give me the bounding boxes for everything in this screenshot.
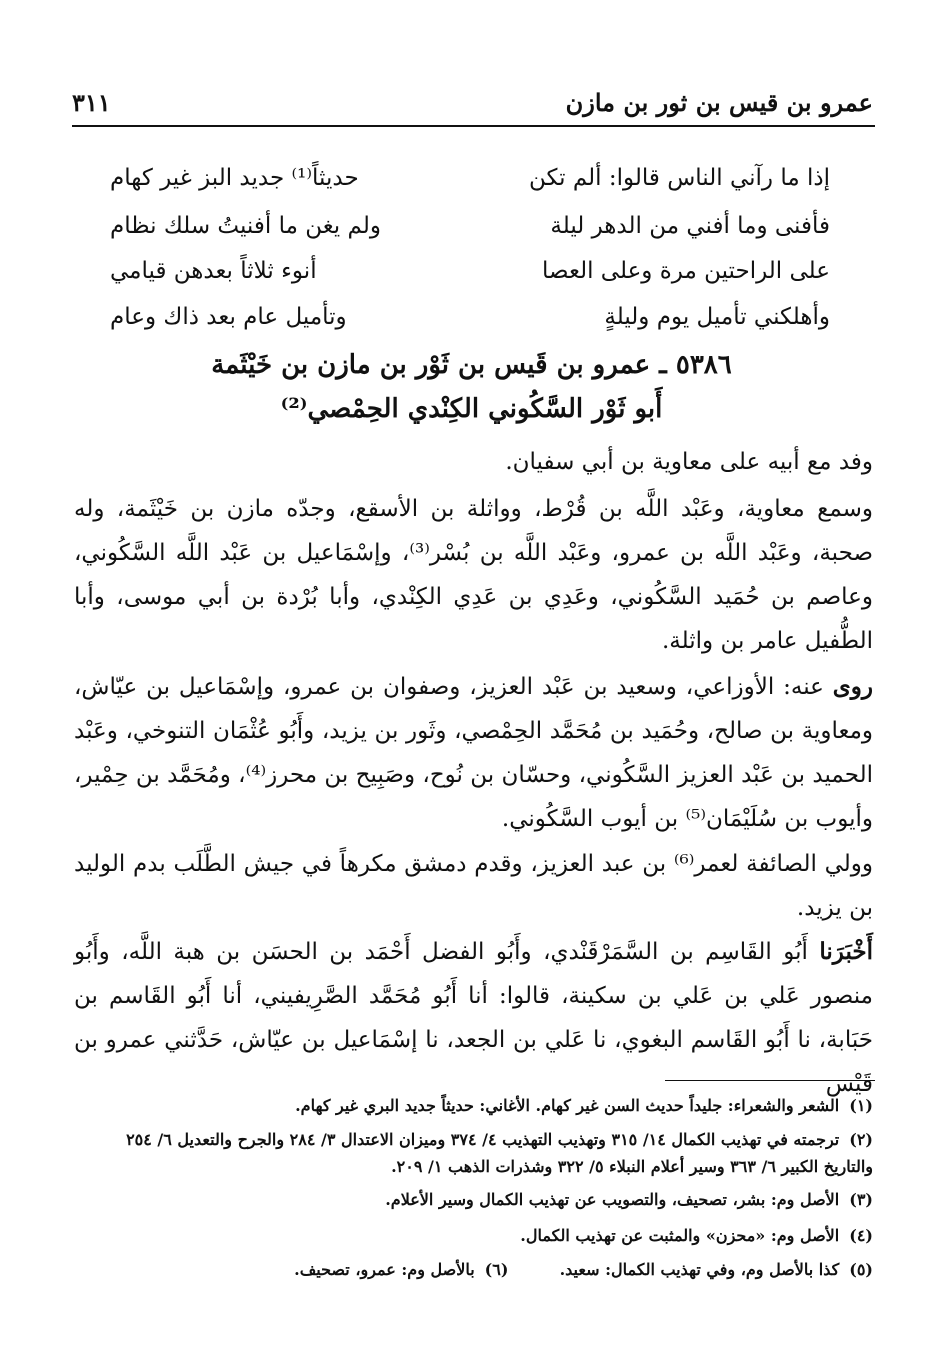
paragraph-text: وسمع معاوية، وعَبْد اللَّه بن قُرْط، وواثلة بن الأسقع، وجدّه مازن بن خَيْثَمة، وله صحبة، وعَبْد اللَّه بن عمرو، وعَبْد اللَّه بن بُسْر⁽³⁾، وإسْمَاعيل بن عَبْد اللَّه السَّكُوني، وعاصم بن حُمَيد السَّكُوني، وعَدِي بن عَدِي الكِنْدي، وأبا بُرْدة بن أبي موسى، وأبا الطُّفيل عامر بن واثلة.	[74, 496, 873, 654]
footnote-number: (٥)	[849, 1260, 873, 1279]
verse-second-hemistich: ولم يغن ما أفنيتُ سلك نظام	[110, 213, 381, 239]
verse-first-hemistich: فأفنى وما أفني من الدهر ليلة	[550, 213, 830, 239]
paragraph	[74, 487, 873, 663]
footnote-rule	[665, 1080, 875, 1081]
footnote-number: (٣)	[849, 1190, 873, 1209]
footnote-text: بالأصل وم: عمرو، تصحيف.	[294, 1260, 475, 1279]
paragraph	[74, 440, 873, 484]
footnote-number: (٤)	[849, 1226, 873, 1245]
footnote-number: (٦)	[484, 1260, 509, 1279]
footnote	[76, 1186, 873, 1213]
paragraph-lead: روى	[832, 673, 873, 700]
verse-line	[110, 155, 830, 201]
footnote-text: كذا بالأصل وم، وفي تهذيب الكمال: سعيد.	[559, 1260, 840, 1279]
entry-heading-line1: ٥٣٨٦ ـ عمرو بن قَيس بن ثَوْر بن مازن بن خَيْثَمة	[211, 350, 732, 380]
footnote	[76, 1092, 873, 1119]
footnote	[76, 1222, 873, 1249]
verse-line	[110, 248, 830, 294]
footnote-number: (٢)	[849, 1130, 873, 1149]
paragraph	[74, 842, 873, 930]
verse-second-hemistich: أنوء ثلاثاً بعدهن قيامي	[110, 258, 317, 284]
paragraph	[74, 665, 873, 841]
paragraph-text: عنه: الأوزاعي، وسعيد بن عَبْد العزيز، وصفوان بن عمرو، وإسْمَاعيل بن عيّاش، ومعاوية بن صالح، وحُمَيد بن مُحَمَّد الحِمْصي، وثَور بن يزيد، وأَبُو عُثْمَان التنوخي، وعَبْد الحميد بن عَبْد العزيز السَّكُوني، وحسّان بن نُوح، وصَبِيح بن محرز⁽⁴⁾، ومُحَمَّد بن حِمْير، وأيوب بن سُلَيْمَان⁽⁵⁾ بن أيوب السَّكُوني.	[74, 674, 873, 832]
verse-first-hemistich: إذا ما رآني الناس قالوا: ألم تكن	[528, 165, 830, 191]
paragraph-text: وفد مع أبيه على معاوية بن أبي سفيان.	[505, 449, 873, 475]
verse-second-hemistich: وتأميل عام بعد ذاك وعام	[110, 304, 347, 330]
footnote-text: الأصل وم: «محزن» والمثبت عن تهذيب الكمال.	[520, 1226, 840, 1245]
footnote-number: (١)	[849, 1096, 873, 1115]
footnote	[560, 1260, 873, 1279]
footnote-text: الشعر والشعراء: جليداً حديث السن غير كهام. الأغاني: حديثاً جديد البري غير كهام.	[295, 1096, 840, 1115]
verse-first-hemistich: وأهلكني تأميل يوم وليلةٍ	[604, 304, 830, 330]
page-number: ٣١١	[72, 88, 111, 117]
entry-heading-line2: أَبو ثَوْر السَّكُوني الكِنْدي الحِمْصي⁽²⁾	[280, 394, 663, 424]
paragraph-text: أَبُو القَاسِم بن السَّمَرْقَنْدي، وأَبُو الفضل أَحْمَد بن الحسَن بن هبة اللَّه، وأَبُو منصور عَلي بن عَلي بن سكينة، قالوا: أنا أَبُو مُحَمَّد الصَّرِيفيني، أنا أَبُو القَاسم بن حَبَابة، نا أَبُو القَاسم البغوي، نا عَلي بن الجعد، نا إسْمَاعيل بن عيّاش، حَدَّثني عمرو بن قَيْس	[74, 939, 873, 1097]
footnote-row	[76, 1256, 873, 1283]
verse-line	[110, 203, 830, 249]
footnote-text: ترجمته في تهذيب الكمال ١٤/ ٣١٥ وتهذيب التهذيب ٤/ ٣٧٤ وميزان الاعتدال ٣/ ٢٨٤ والجرح والتعديل ٦/ ٢٥٤ والتاريخ الكبير ٦/ ٣٦٣ وسير أعلام النبلاء ٥/ ٣٢٢ وشذرات الذهب ١/ ٢٠٩.	[126, 1130, 873, 1176]
footnote-text: الأصل وم: بشر، تصحيف، والتصويب عن تهذيب الكمال وسير الأعلام.	[385, 1190, 840, 1209]
running-header-title: عمرو بن قيس بن ثور بن مازن	[565, 88, 873, 117]
footnote	[76, 1126, 873, 1180]
footnote	[294, 1260, 508, 1279]
verse-second-hemistich: حديثاً⁽¹⁾ جديد البز غير كهام	[110, 165, 359, 191]
verse-first-hemistich: على الراحتين مرة وعلى العصا	[542, 258, 830, 284]
header-rule	[72, 125, 875, 127]
paragraph-lead: أَخْبَرَنا	[819, 938, 873, 965]
verse-line	[110, 294, 830, 340]
paragraph-text: وولي الصائفة لعمر⁽⁶⁾ بن عبد العزيز، وقدم دمشق مكرهاً في جيش الطَّلَب بدم الوليد بن يزيد.	[74, 851, 873, 921]
